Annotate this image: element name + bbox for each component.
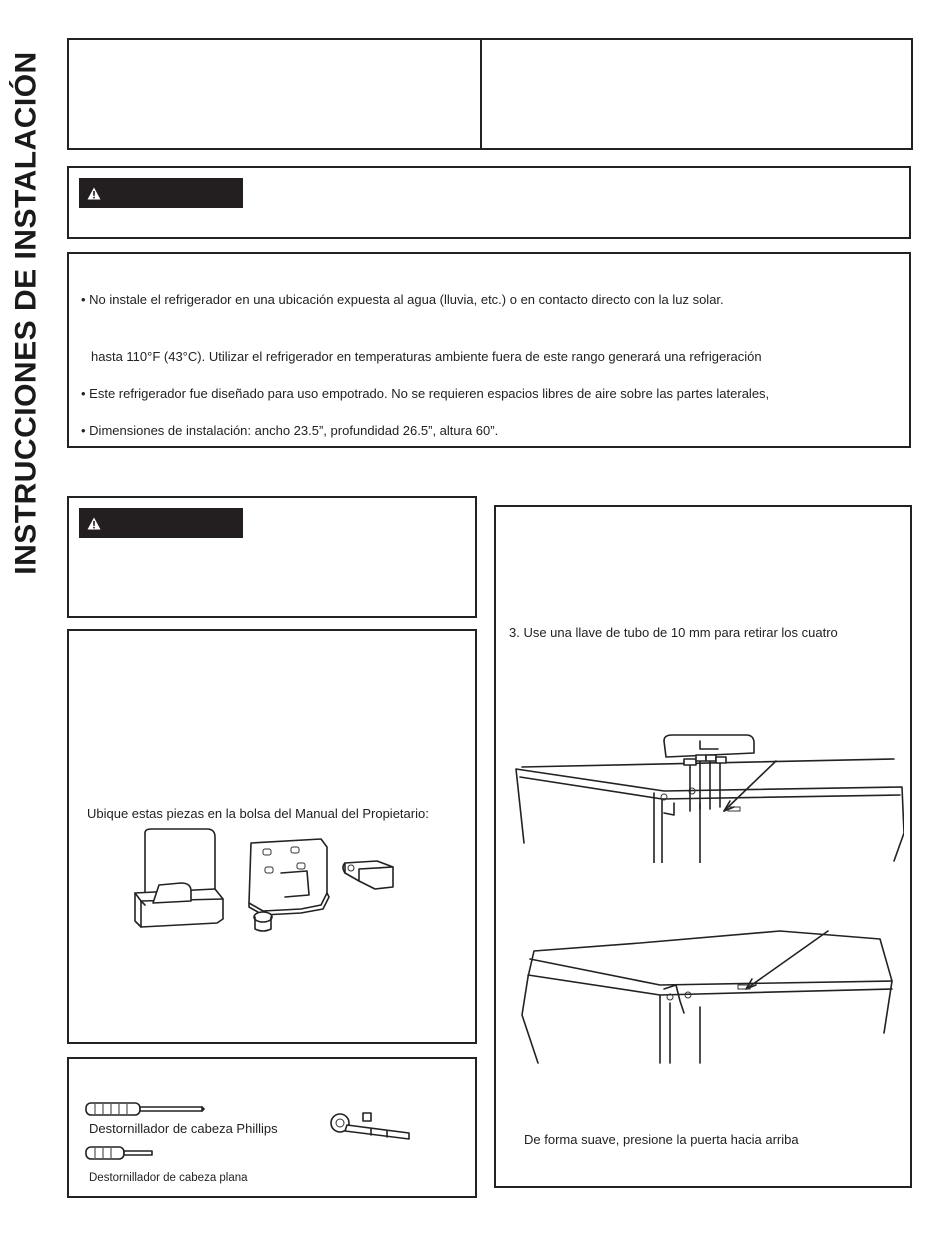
flat-screwdriver-icon [85, 1145, 155, 1161]
flat-screwdriver-label: Destornillador de cabeza plana [89, 1172, 248, 1184]
location-notes-box [67, 252, 911, 448]
phillips-screwdriver-icon [85, 1101, 205, 1117]
warning-box-left [67, 496, 477, 618]
phillips-screwdriver-label: Destornillador de cabeza Phillips [89, 1121, 278, 1136]
header-box [67, 38, 913, 150]
parts-caption: Ubique estas piezas en la bolsa del Manual del Propietario: [87, 806, 429, 821]
header-divider [480, 40, 482, 148]
side-title [4, 38, 50, 588]
parts-box [67, 629, 477, 1044]
socket-wrench-icon [327, 1111, 413, 1141]
side-title-text: INSTRUCCIONES DE INSTALACIÓN [10, 51, 43, 575]
small-hinge-part-illustration [339, 859, 399, 893]
location-note-temperature: hasta 110°F (43°C). Utilizar el refrigerador en temperaturas ambiente fuera de este rango generará una refrigeración [91, 349, 762, 364]
hinge-cover-illustration [131, 827, 227, 931]
tools-box [67, 1057, 477, 1198]
warning-triangle-icon [87, 187, 101, 200]
location-note-dimensions: • Dimensiones de instalación: ancho 23.5”, profundidad 26.5”, altura 60”. [81, 423, 499, 438]
warning-triangle-icon [87, 517, 101, 530]
warning-label-top [79, 178, 243, 208]
warning-label-left [79, 508, 243, 538]
door-removal-box [494, 505, 912, 1188]
top-hinge-removal-illustration [514, 733, 904, 863]
door-lift-illustration [520, 923, 900, 1073]
door-removal-step3: 3. Use una llave de tubo de 10 mm para retirar los cuatro [509, 625, 838, 640]
location-note-water: • No instale el refrigerador en una ubicación expuesta al agua (lluvia, etc.) o en contacto directo con la luz solar. [81, 292, 724, 307]
warning-box-top [67, 166, 911, 239]
door-lift-note: De forma suave, presione la puerta hacia arriba [524, 1132, 799, 1147]
hinge-bracket-illustration [241, 837, 333, 933]
location-note-built-in: • Este refrigerador fue diseñado para uso empotrado. No se requieren espacios libres de aire sobre las partes laterales, [81, 386, 770, 401]
